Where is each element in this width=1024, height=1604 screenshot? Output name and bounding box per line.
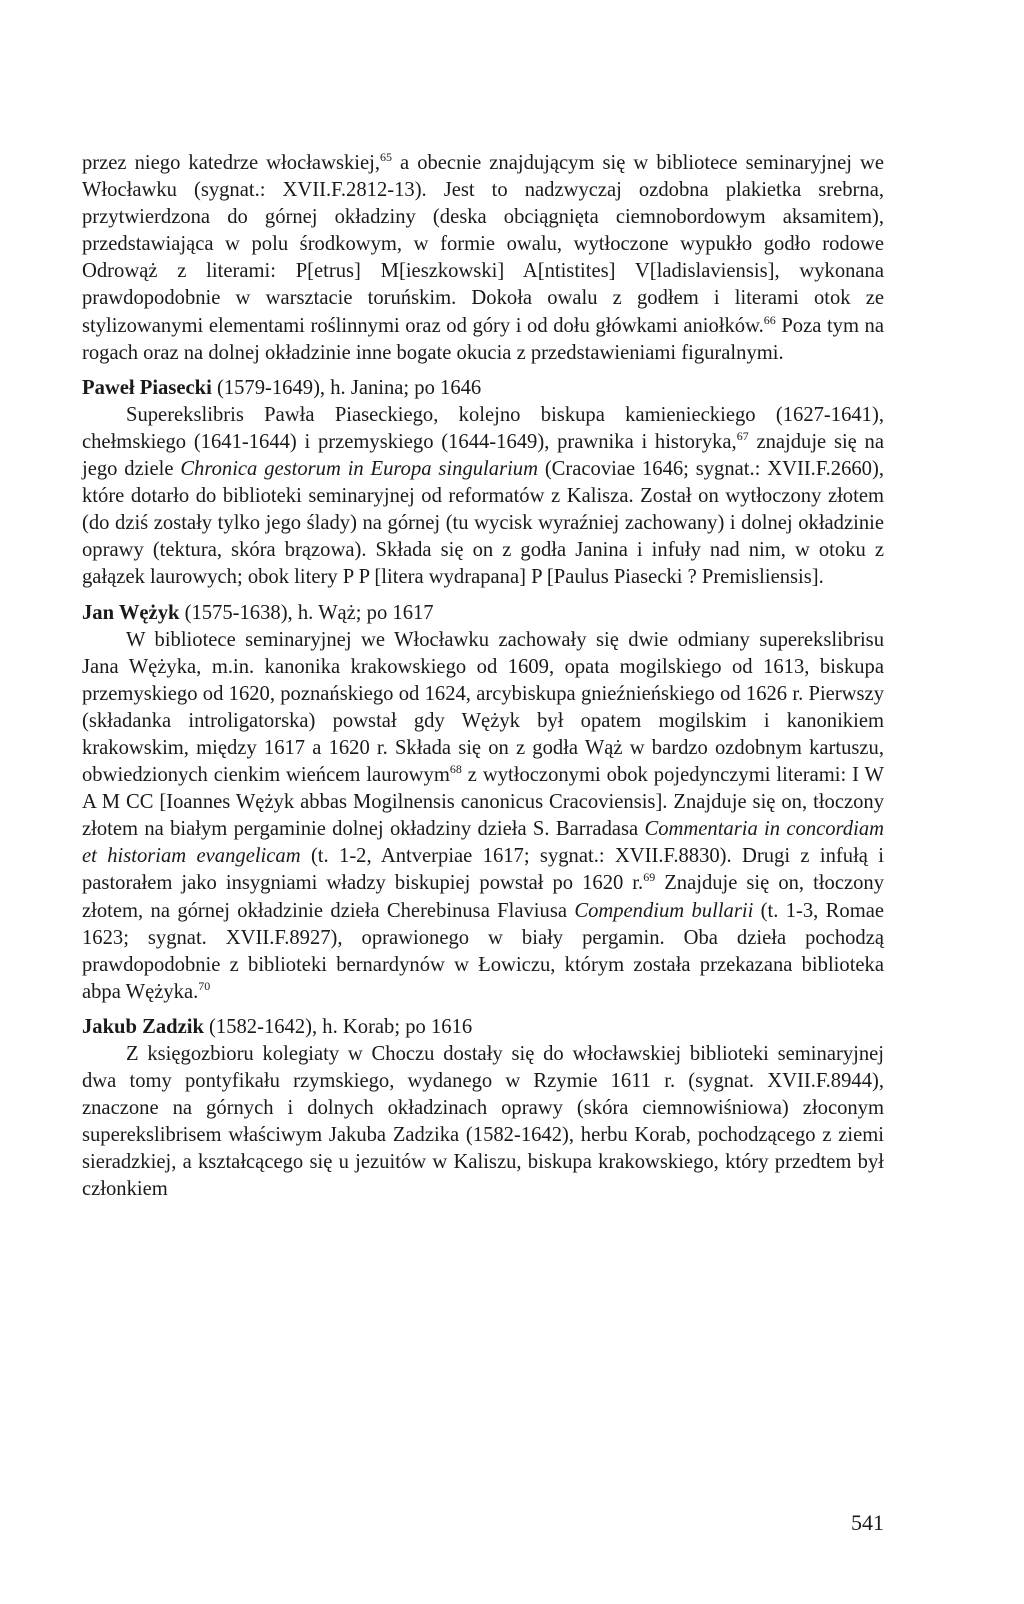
text-run: znajduje się na jego dziele — [82, 430, 884, 481]
text-run: (t. 1-3, Romae 1623; sygnat. XVII.F.8927), oprawionego w biały pergamin. Oba dzieła pochodzą prawdopodobnie z biblioteki bernardynów w Łowiczu, którym została przekazana biblioteka abpa Wężyka. — [82, 899, 884, 1003]
text-run: przez niego katedrze włocławskiej, — [82, 152, 380, 174]
text-run: (Cracoviae 1646; sygnat.: XVII.F.2660), które dotarło do biblioteki seminaryjnej od reformatów z Kalisza. Został on wytłoczony złotem (do dziś zostały tylko jego ślady) na górnej (tu wycisk wyraźniej zachowany) i dolnej okładzinie oprawy (tektura, skóra brązowa). Składa się on z godła Janina i infuły nad nim, w otoku z gałązek laurowych; obok litery P P [litera wydrapana] P [Paulus Piasecki ? Premisliensis]. — [82, 458, 884, 589]
book-title: Chronica gestorum in Europa singularium — [180, 458, 538, 481]
text-run: z wytłoczonymi obok pojedynczymi literami: I W A M CC [Ioannes Wężyk abbas Mogilnensis canonicus Cracoviensis]. Znajduje się on, tłoczony złotem na białym pergaminie dolnej okładziny dzieła S. Barradasa — [82, 764, 884, 841]
book-title: Commentaria in concordiam et historiam evangelicam — [82, 818, 884, 868]
heading-info: (1579-1649), h. Janina; po 1646 — [211, 376, 482, 399]
heading-info: (1575-1638), h. Wąż; po 1617 — [179, 601, 434, 624]
paragraph-text — [82, 402, 884, 592]
section-heading — [82, 600, 884, 627]
section-gap — [82, 1006, 884, 1014]
text-run: (t. 1-2, Antverpiae 1617; sygnat.: XVII.F.8830). Drugi z infułą i pastorałem jako insygniami władzy biskupiej powstał po 1620 r. — [82, 845, 885, 895]
text-run: Poza tym na rogach oraz na dolnej okładzinie inne bogate okucia z przedstawieniami figuralnymi. — [82, 314, 884, 364]
page-number: 541 — [851, 1510, 884, 1535]
footnote-ref-65[interactable]: 65 — [379, 150, 392, 164]
person-name: Jan Wężyk — [82, 601, 180, 624]
section-wezyk — [82, 600, 884, 1006]
paragraph-text — [82, 627, 884, 1006]
footnote-ref-68[interactable]: 68 — [449, 762, 462, 777]
footnote-ref-67[interactable]: 67 — [736, 428, 749, 443]
heading-info: (1582-1642), h. Korab; po 1616 — [203, 1015, 473, 1038]
section-heading — [82, 1014, 884, 1041]
text-run: Superekslibris Pawła Piaseckiego, kolejno biskupa kamienieckiego (1627-1641), chełmskiego (1641-1644) i przemyskiego (1644-1649), prawnika i historyka, — [82, 403, 884, 453]
text-run: Z księgozbioru kolegiaty w Choczu dostały się do włocławskiej biblioteki seminaryjnej dwa tomy pontyfikału rzymskiego, wydanego w Rzymie 1611 r. (sygnat. XVII.F.8944), znaczone na górnych i dolnych okładzinach oprawy (skóra ciemnowiśniowa) złoconym superekslibrisem właściwym Jakuba Zadzika (1582-1642), herbu Korab, pochodzącego z ziemi sieradzkiej, a kształcącego się u jezuitów w Kaliszu, biskupa krakowskiego, który przedtem był członkiem — [82, 1043, 884, 1201]
person-name: Jakub Zadzik — [82, 1015, 204, 1038]
text-run: Znajduje się on, tłoczony złotem, na górnej okładzinie dzieła Cherebinusa Flaviusa — [82, 872, 884, 922]
text-run: a obecnie znajdującym się w bibliotece seminaryjnej we Włocławku (sygnat.: XVII.F.2812-13). Jest to nadzwyczaj ozdobna plakietka srebrna, przytwierdzona do górnej okładziny (deska obciągnięta ciemnobordowym aksamitem), przedstawiająca w polu środkowym, w formie owalu, wytłoczone wypukło godło rodowe Odrowąż z literami: P[etrus] M[ieszkowski] A[ntistites] V[ladislaviensis], wykonana prawdopodobnie w warsztacie toruńskim. Dokoła owalu z godłem i literami otok ze stylizowanymi elementami roślinnymi oraz od góry i od dołu główkami aniołków. — [82, 152, 884, 337]
person-name: Paweł Piasecki — [82, 376, 212, 399]
book-title: Compendium bullarii — [574, 899, 754, 922]
paragraph-text — [82, 150, 884, 367]
footnote-ref-66[interactable]: 66 — [763, 312, 776, 327]
text-run: W bibliotece seminaryjnej we Włocławku zachowały się dwie odmiany superekslibrisu Jana Wężyka, m.in. kanonika krakowskiego od 1609, opata mogilskiego od 1613, biskupa przemyskiego od 1620, poznańskiego od 1624, arcybiskupa gnieźnieńskiego od 1626 r. Pierwszy (składanka introligatorska) powstał gdy Wężyk był opatem mogilskim i kanonikiem krakowskim, między 1617 a 1620 r. Składa się on z godła Wąż w bardzo ozdobnym kartuszu, obwiedzionych cienkim wieńcem laurowym — [82, 628, 884, 787]
paragraph-text — [82, 1041, 884, 1204]
section-gap — [82, 592, 884, 600]
section-piasecki — [82, 375, 884, 592]
paragraph-odrowaz — [82, 150, 884, 367]
page-body — [82, 150, 884, 1204]
section-heading — [82, 375, 884, 402]
footnote-ref-70[interactable]: 70 — [198, 978, 211, 993]
footnote-ref-69[interactable]: 69 — [643, 870, 656, 885]
section-gap — [82, 367, 884, 375]
section-zadzik — [82, 1014, 884, 1204]
